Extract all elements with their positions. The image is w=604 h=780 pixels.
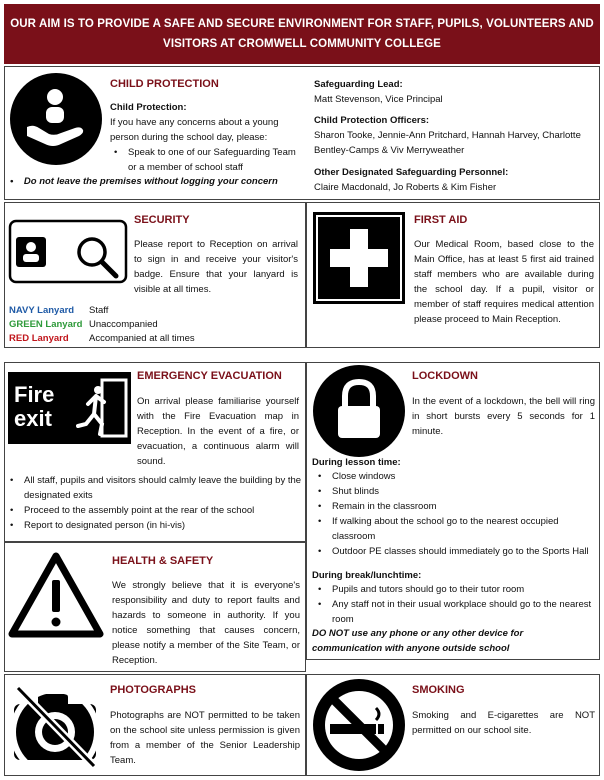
fire-exit-sign-icon <box>8 372 131 444</box>
list-item: • Remain in the classroom <box>314 499 594 514</box>
health-safety-body: We strongly believe that it is everyone's responsibility and duty to report faults and hazards to someone in authority. If you notice something that causes concern, please notify a member of the Site Team, or Reception. <box>112 580 300 666</box>
warning-triangle-icon <box>8 552 104 638</box>
lanyard-navy-meaning: Staff <box>89 305 109 316</box>
fire-exit-sign-line-1: Fire <box>14 382 55 407</box>
lockdown-lesson-label: During lesson time: <box>312 457 401 468</box>
security-title: SECURITY <box>134 214 190 226</box>
page-header <box>4 4 600 64</box>
lanyard-green-meaning: Unaccompanied <box>89 319 158 330</box>
child-protection-warning-text: Do not leave the premises without logging your concern <box>23 176 278 187</box>
first-aid-cross-icon <box>312 211 406 305</box>
list-item: • Speak to one of our Safeguarding Team or a member of school staff <box>110 145 302 175</box>
lanyard-red-label: RED Lanyard <box>9 333 69 344</box>
header-line-2: VISITORS AT CROMWELL COMMUNITY COLLEGE <box>163 38 441 50</box>
running-person-icon <box>74 378 128 438</box>
first-aid-body: Our Medical Room, based close to the Main Office, has at least 5 first aid trained staff members who are available during the school day. If a pupil, visitor or member of staff requires medical attention please proceed to Main Reception. <box>414 239 594 325</box>
list-item: • Report to designated person (in hi-vis) <box>6 518 302 533</box>
lanyard-red-meaning: Accompanied at all times <box>89 333 195 344</box>
lockdown-break-list <box>314 582 594 627</box>
list-item: • Close windows <box>314 469 594 484</box>
evacuation-body: On arrival please familiarise yourself with the Fire Evacuation map in Reception. In the event of a fire, or evacuation, a continuous alarm will sound. <box>137 396 299 467</box>
visitor-badge-icon <box>8 219 128 284</box>
list-item: • Outdoor PE classes should immediately go to the Sports Hall <box>314 544 594 559</box>
padlock-icon <box>312 364 406 458</box>
list-item: • All staff, pupils and visitors should calmly leave the building by the designated exits <box>6 473 302 503</box>
officers-label: Child Protection Officers: <box>314 115 430 126</box>
smoking-title: SMOKING <box>412 684 465 696</box>
other-personnel-names: Claire Macdonald, Jo Roberts & Kim Fisher <box>314 182 497 193</box>
lockdown-title: LOCKDOWN <box>412 370 478 382</box>
security-body: Please report to Reception on arrival to sign in and receive your visitor's badge. Ensure that your lanyard is visible at all times. <box>134 239 298 295</box>
lockdown-body: In the event of a lockdown, the bell will ring in short bursts every 5 seconds for 1 minute. <box>412 396 595 437</box>
smoking-body: Smoking and E-cigarettes are NOT permitted on our school site. <box>412 710 595 736</box>
safeguarding-lead-label: Safeguarding Lead: <box>314 79 403 90</box>
first-aid-title: FIRST AID <box>414 214 468 226</box>
photographs-title: PHOTOGRAPHS <box>110 684 196 696</box>
child-protection-bullets <box>110 145 302 175</box>
no-smoking-icon <box>312 678 406 772</box>
evacuation-bullets <box>6 473 302 533</box>
list-item: • If walking about the school go to the nearest occupied classroom <box>314 514 594 544</box>
lanyard-green-label: GREEN Lanyard <box>9 319 83 330</box>
lanyard-row-green <box>9 317 299 331</box>
header-line-1: OUR AIM IS TO PROVIDE A SAFE AND SECURE ENVIRONMENT FOR STAFF, PUPILS, VOLUNTEERS AND <box>10 18 594 30</box>
list-item: • Proceed to the assembly point at the rear of the school <box>6 503 302 518</box>
lockdown-break-label: During break/lunchtime: <box>312 570 422 581</box>
child-protection-title: CHILD PROTECTION <box>110 78 219 90</box>
fire-exit-sign-line-2: exit <box>14 406 52 431</box>
list-item: • Pupils and tutors should go to their tutor room <box>314 582 594 597</box>
no-camera-icon <box>8 680 102 772</box>
lanyard-row-red <box>9 331 299 345</box>
evacuation-title: EMERGENCY EVACUATION <box>137 370 282 382</box>
child-protection-warning <box>10 174 278 189</box>
health-safety-title: HEALTH & SAFETY <box>112 555 214 567</box>
lockdown-lesson-list <box>314 469 594 559</box>
lanyard-row-navy <box>9 303 299 317</box>
safeguarding-lead-name: Matt Stevenson, Vice Principal <box>314 94 443 105</box>
lockdown-warning: DO NOT use any phone or any other device for communication with anyone outside school <box>312 628 524 654</box>
lanyard-list <box>9 303 299 345</box>
photographs-body: Photographs are NOT permitted to be taken on the school site unless permission is given from a member of the Senior Leadership Team. <box>110 710 300 766</box>
officers-names: Sharon Tooke, Jennie-Ann Pritchard, Hannah Harvey, Charlotte Bentley-Camps & Viv Merryweather <box>314 130 581 156</box>
warning-bullet: • <box>10 176 24 187</box>
lanyard-navy-label: NAVY Lanyard <box>9 305 75 316</box>
list-item: • Any staff not in their usual workplace should go to the nearest room <box>314 597 594 627</box>
child-protection-body: If you have any concerns about a young person during the school day, please: <box>110 117 279 143</box>
list-item: • Shut blinds <box>314 484 594 499</box>
child-protection-icon <box>9 72 103 166</box>
child-protection-subtitle: Child Protection: <box>110 102 187 113</box>
other-personnel-label: Other Designated Safeguarding Personnel: <box>314 167 509 178</box>
